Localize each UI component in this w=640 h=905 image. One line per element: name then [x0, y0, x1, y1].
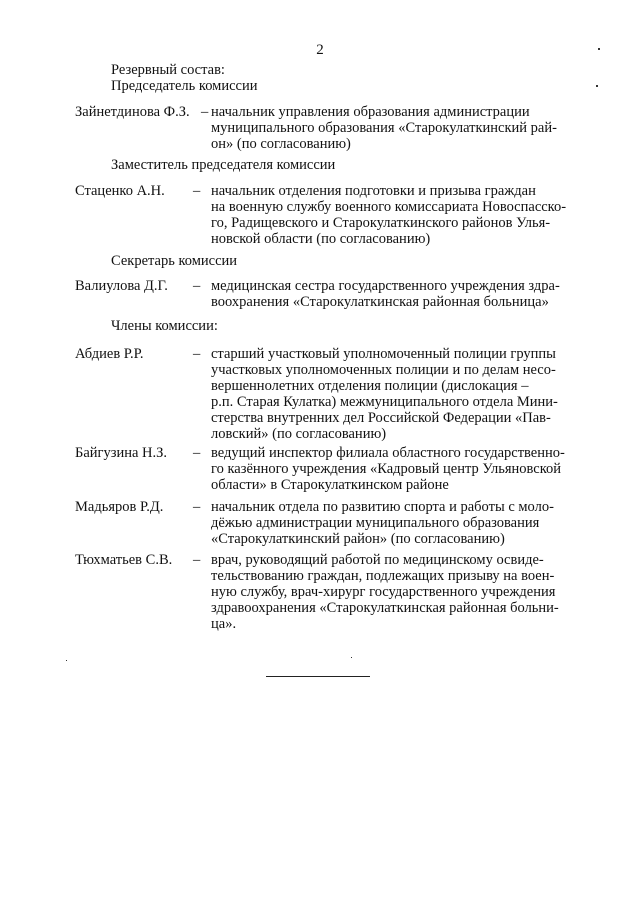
description-line: ную службу, врач-хирург государственного учреждения [211, 584, 556, 600]
description-line: начальник отделения подготовки и призыва граждан [211, 183, 536, 199]
description-line: ведущий инспектор филиала областного государственно- [211, 445, 565, 461]
scan-speck [66, 660, 67, 661]
member-description [211, 346, 584, 442]
closing-rule [266, 676, 370, 677]
description-line: на военную службу военного комиссариата Новоспасско- [211, 199, 567, 215]
description-line: дёжью администрации муниципального образования [211, 515, 540, 531]
member-name: Мадьяров Р.Д. [75, 499, 164, 515]
member-description [211, 104, 584, 152]
description-line: врач, руководящий работой по медицинскому освиде- [211, 552, 544, 568]
description-line: новской области (по согласованию) [211, 231, 431, 247]
description-line: го казённого учреждения «Кадровый центр Ульяновской [211, 461, 562, 477]
member-name: Абдиев Р.Р. [75, 346, 144, 362]
scan-speck [598, 48, 600, 50]
description-line: воохранения «Старокулаткинская районная больница» [211, 294, 549, 310]
description-line: ца». [211, 616, 237, 632]
scan-speck [596, 85, 598, 87]
description-line: ловский» (по согласованию) [211, 426, 387, 442]
description-line: р.п. Старая Кулатка) межмуниципального отдела Мини- [211, 394, 558, 410]
member-name: Стаценко А.Н. [75, 183, 165, 199]
description-line: стерства внутренних дел Российской Федерации «Пав- [211, 410, 551, 426]
description-line: области» в Старокулаткинском районе [211, 477, 449, 493]
description-line: здравоохранения «Старокулаткинская районная больни- [211, 600, 559, 616]
heading-deputy: Заместитель председателя комиссии [111, 157, 336, 173]
heading-reserve: Резервный состав: [111, 62, 225, 78]
dash: – [193, 445, 201, 461]
dash: – [193, 499, 201, 515]
description-line: медицинская сестра государственного учреждения здра- [211, 278, 560, 294]
dash: – [193, 346, 201, 362]
member-description [211, 552, 584, 632]
description-line: тельствованию граждан, подлежащих призыву на воен- [211, 568, 555, 584]
description-line: старший участковый уполномоченный полиции группы [211, 346, 556, 362]
page-number: 2 [316, 42, 324, 58]
member-name: Валиулова Д.Г. [75, 278, 168, 294]
member-name: Тюхматьев С.В. [75, 552, 173, 568]
member-description [211, 278, 584, 310]
description-line: начальник отдела по развитию спорта и работы с моло- [211, 499, 554, 515]
dash: – [193, 183, 201, 199]
member-description [211, 445, 584, 493]
heading-members: Члены комиссии: [111, 318, 218, 334]
description-line: начальник управления образования администрации [211, 104, 530, 120]
dash: – [193, 552, 201, 568]
heading-chairman: Председатель комиссии [111, 78, 258, 94]
member-description [211, 183, 584, 247]
description-line: вершеннолетних отделения полиции (дислокация – [211, 378, 529, 394]
description-line: «Старокулаткинский район» (по согласованию) [211, 531, 505, 547]
dash: – [193, 278, 201, 294]
heading-secretary: Секретарь комиссии [111, 253, 238, 269]
member-name: Байгузина Н.З. [75, 445, 168, 461]
dash: – [201, 104, 209, 120]
description-line: муниципального образования «Старокулаткинский рай- [211, 120, 557, 136]
description-line: он» (по согласованию) [211, 136, 351, 152]
member-description [211, 499, 584, 547]
member-name: Зайнетдинова Ф.З. [75, 104, 190, 120]
scan-speck [351, 657, 352, 658]
description-line: го, Радищевского и Старокулаткинского районов Улья- [211, 215, 551, 231]
description-line: участковых уполномоченных полиции и по делам несо- [211, 362, 556, 378]
